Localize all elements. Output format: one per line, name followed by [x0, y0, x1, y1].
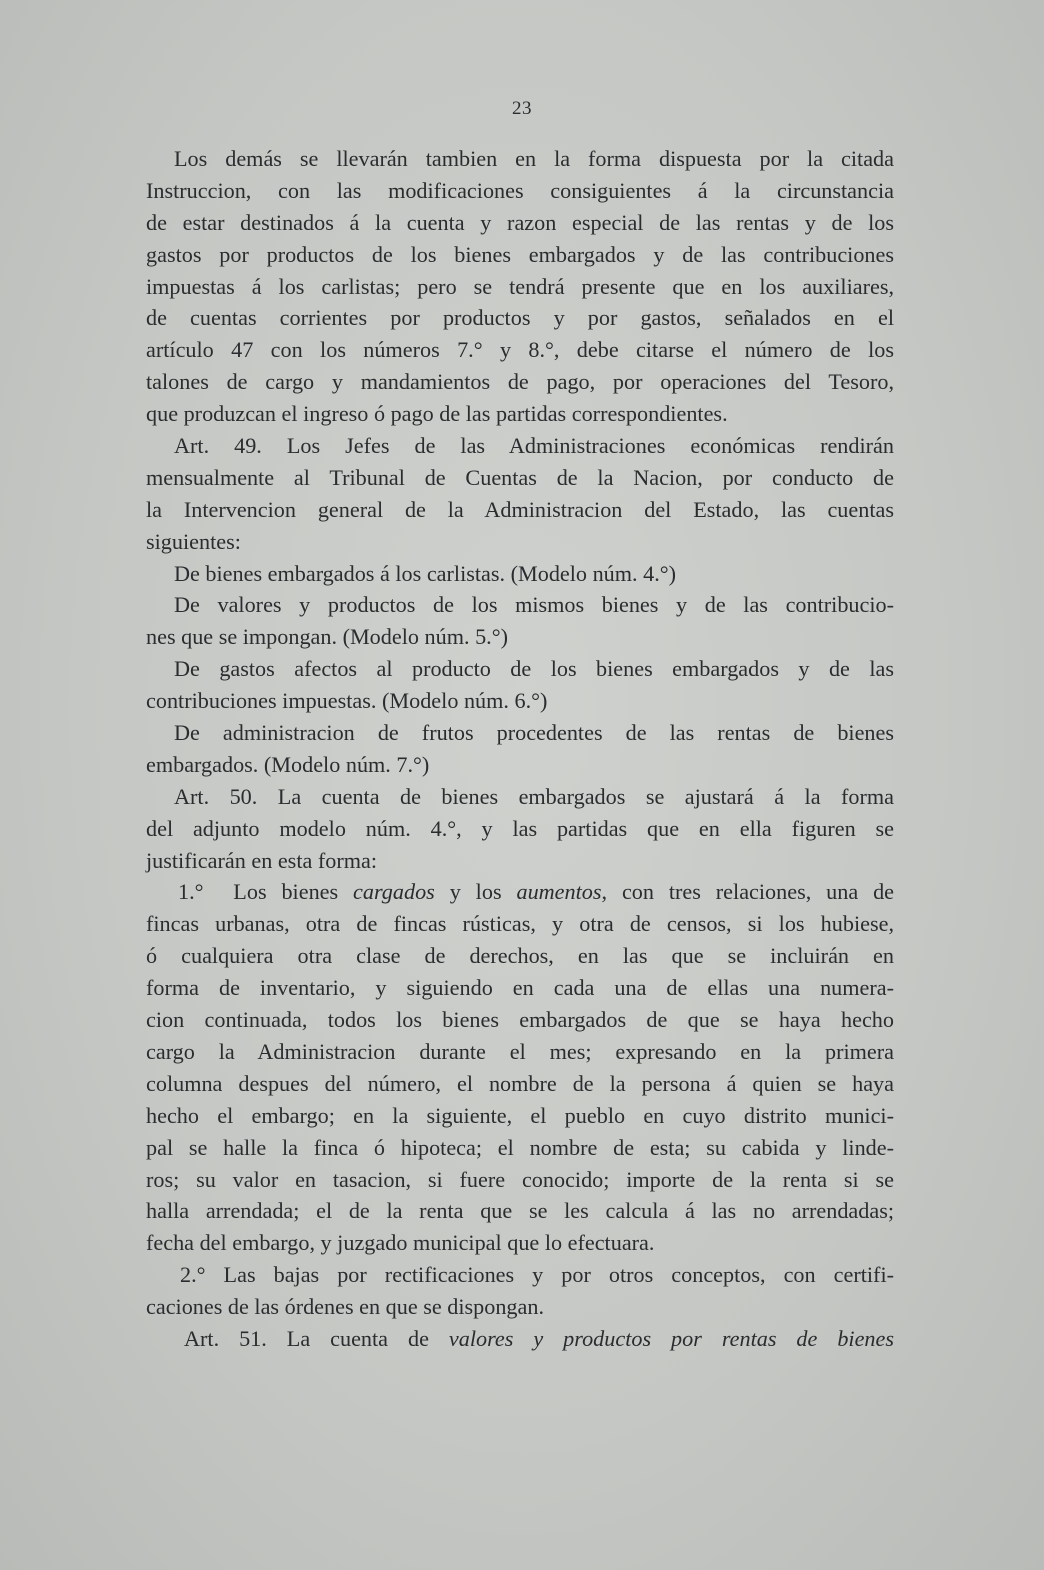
text-line: pal se halle la finca ó hipoteca; el nombre de esta; su cabida y linde- [146, 1134, 894, 1160]
text-line: que produzcan el ingreso ó pago de las partidas correspondientes. [146, 401, 728, 427]
text-line: talones de cargo y mandamientos de pago, por operaciones del Tesoro, [146, 369, 894, 395]
list-item: De bienes embargados á los carlistas. (Modelo núm. 4.°) [174, 560, 677, 586]
text-line: hecho el embargo; en la siguiente, el pueblo en cuyo distrito munici- [146, 1102, 894, 1128]
text-line: nes que se impongan. (Modelo núm. 5.°) [146, 624, 508, 650]
text-line: justificarán en esta forma: [146, 847, 378, 873]
text-line: cargo la Administracion durante el mes; expresando en la primera [146, 1038, 894, 1064]
italic-term: cargados [353, 879, 435, 905]
text-line: siguientes: [146, 528, 241, 554]
text-line: del adjunto modelo núm. 4.°, y las partidas que en ella figuren se [146, 815, 894, 841]
list-item: De gastos afectos al producto de los bienes embargados y de las [174, 656, 894, 682]
text-line: de estar destinados á la cuenta y razon especial de las rentas y de los [146, 209, 894, 235]
text-line: fincas urbanas, otra de fincas rústicas, y otra de censos, si los hubiese, [146, 911, 894, 937]
text-line: embargados. (Modelo núm. 7.°) [146, 751, 430, 777]
text-line: Los demás se llevarán tambien en la forma dispuesta por la citada [174, 146, 894, 171]
page-number: 23 [512, 98, 532, 119]
article-heading-line: Art. 51. La cuenta de valores y productos por rentas de bienes [184, 1325, 895, 1351]
text-line: cion continuada, todos los bienes embargados de que se haya hecho [146, 1007, 894, 1033]
text-line: la Intervencion general de la Administracion del Estado, las cuentas [146, 496, 894, 522]
text-line: impuestas á los carlistas; pero se tendrá presente que en los auxiliares, [146, 273, 894, 299]
italic-term: valores y productos por rentas de bienes [448, 1325, 895, 1351]
text-line: fecha del embargo, y juzgado municipal que lo efectuara. [146, 1230, 655, 1256]
numbered-item-line: 2.° Las bajas por rectificaciones y por otros conceptos, con certifi- [180, 1262, 894, 1288]
article-heading-line: Art. 49. Los Jefes de las Administraciones económicas rendirán [174, 433, 894, 459]
item-number: 1.° [178, 879, 204, 905]
text-line: forma de inventario, y siguiendo en cada una de ellas una numera- [146, 975, 894, 1001]
text-line: artículo 47 con los números 7.° y 8.°, debe citarse el número de los [146, 337, 894, 363]
text-line: caciones de las órdenes en que se dispongan. [146, 1294, 545, 1320]
body-text [146, 143, 894, 1355]
list-item: De administracion de frutos procedentes de las rentas de bienes [174, 720, 894, 746]
text-line: de cuentas corrientes por productos y por gastos, señalados en el [146, 305, 894, 331]
numbered-item-line: 1.° Los bienes cargados y los aumentos, con tres relaciones, una de [178, 879, 895, 905]
text-line: Instruccion, con las modificaciones consiguientes á la circunstancia [146, 177, 894, 203]
text-line: ó cualquiera otra clase de derechos, en las que se incluirán en [146, 943, 894, 969]
text-line: gastos por productos de los bienes embargados y de las contribuciones [146, 241, 894, 267]
italic-term: aumentos [516, 879, 602, 905]
article-heading-line: Art. 50. La cuenta de bienes embargados se ajustará á la forma [174, 783, 894, 809]
text-line: columna despues del número, el nombre de la persona á quien se haya [146, 1070, 894, 1096]
text-line: mensualmente al Tribunal de Cuentas de la Nacion, por conducto de [146, 464, 894, 490]
list-item: De valores y productos de los mismos bienes y de las contribucio- [174, 592, 894, 618]
text-line: ros; su valor en tasacion, si fuere conocido; importe de la renta si se [146, 1166, 894, 1192]
text-line: halla arrendada; el de la renta que se les calcula á las no arrendadas; [146, 1198, 894, 1224]
text-line: contribuciones impuestas. (Modelo núm. 6.°) [146, 688, 548, 714]
